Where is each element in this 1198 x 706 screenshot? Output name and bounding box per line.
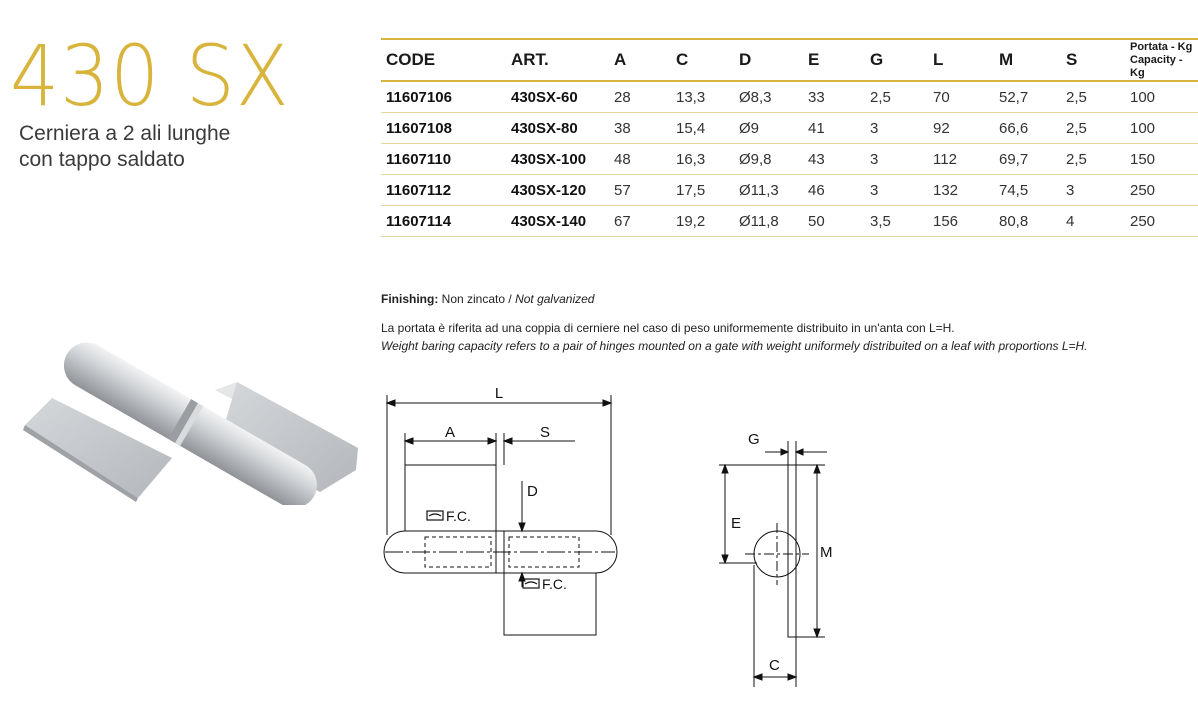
table-cell: 17,5 bbox=[671, 175, 734, 206]
header-d: D bbox=[734, 39, 803, 81]
header-g: G bbox=[865, 39, 928, 81]
cell-art: 430SX-140 bbox=[506, 206, 609, 237]
front-drawing bbox=[375, 385, 625, 645]
table-cell: 48 bbox=[609, 144, 671, 175]
table-cell: 50 bbox=[803, 206, 865, 237]
table-row bbox=[381, 81, 1198, 113]
table-cell: 150 bbox=[1125, 144, 1198, 175]
table-cell: 13,3 bbox=[671, 81, 734, 113]
table-row bbox=[381, 175, 1198, 206]
table-cell: 112 bbox=[928, 144, 994, 175]
header-art: ART. bbox=[506, 39, 609, 81]
note-english: Weight baring capacity refers to a pair of hinges mounted on a gate with weight uniformely distribuited on a leaf with proportions L=H. bbox=[381, 339, 1088, 353]
note-italian: La portata è riferita ad una coppia di cerniere nel caso di peso uniformemente distribuito in un'anta con L=H. bbox=[381, 321, 955, 335]
table-cell: 132 bbox=[928, 175, 994, 206]
finishing-line bbox=[381, 292, 594, 306]
label-g: G bbox=[748, 431, 760, 448]
table-row bbox=[381, 144, 1198, 175]
table-cell: 92 bbox=[928, 113, 994, 144]
finishing-value-en: Not galvanized bbox=[515, 292, 595, 306]
cell-art: 430SX-100 bbox=[506, 144, 609, 175]
table-cell: 100 bbox=[1125, 113, 1198, 144]
table-cell: 250 bbox=[1125, 175, 1198, 206]
table-cell: 57 bbox=[609, 175, 671, 206]
table-cell: 3 bbox=[865, 113, 928, 144]
table-cell: 80,8 bbox=[994, 206, 1061, 237]
table-cell: 3 bbox=[865, 144, 928, 175]
finishing-separator: / bbox=[508, 292, 512, 306]
finishing-label: Finishing: bbox=[381, 292, 439, 306]
table-cell: 46 bbox=[803, 175, 865, 206]
cell-code: 11607108 bbox=[381, 113, 506, 144]
product-illustration bbox=[20, 330, 365, 505]
cell-art: 430SX-80 bbox=[506, 113, 609, 144]
table-cell: 250 bbox=[1125, 206, 1198, 237]
subtitle-line-2: con tappo saldato bbox=[19, 148, 185, 171]
product-subtitle bbox=[19, 121, 230, 173]
header-m: M bbox=[994, 39, 1061, 81]
table-cell: 100 bbox=[1125, 81, 1198, 113]
table-row bbox=[381, 206, 1198, 237]
header-c: C bbox=[671, 39, 734, 81]
cell-code: 11607110 bbox=[381, 144, 506, 175]
table-cell: Ø11,3 bbox=[734, 175, 803, 206]
table-cell: 43 bbox=[803, 144, 865, 175]
table-cell: 2,5 bbox=[1061, 144, 1125, 175]
table-cell: 2,5 bbox=[1061, 81, 1125, 113]
table-cell: 156 bbox=[928, 206, 994, 237]
table-cell: 33 bbox=[803, 81, 865, 113]
table-cell: 3,5 bbox=[865, 206, 928, 237]
cell-art: 430SX-60 bbox=[506, 81, 609, 113]
table-cell: 3 bbox=[1061, 175, 1125, 206]
finishing-value-it: Non zincato bbox=[441, 292, 506, 306]
table-cell: Ø8,3 bbox=[734, 81, 803, 113]
table-cell: 16,3 bbox=[671, 144, 734, 175]
table-cell: 41 bbox=[803, 113, 865, 144]
header-capacity-it: Portata - Kg bbox=[1130, 40, 1193, 53]
table-cell: 4 bbox=[1061, 206, 1125, 237]
header-capacity bbox=[1125, 39, 1198, 81]
table-cell: 66,6 bbox=[994, 113, 1061, 144]
table-cell: Ø11,8 bbox=[734, 206, 803, 237]
table-row bbox=[381, 113, 1198, 144]
header-s: S bbox=[1061, 39, 1125, 81]
table-cell: Ø9,8 bbox=[734, 144, 803, 175]
label-e: E bbox=[731, 515, 742, 532]
table-cell: 70 bbox=[928, 81, 994, 113]
side-drawing bbox=[705, 425, 845, 690]
table-cell: 3 bbox=[865, 175, 928, 206]
label-a: A bbox=[444, 424, 456, 441]
cell-art: 430SX-120 bbox=[506, 175, 609, 206]
label-m: M bbox=[820, 544, 833, 561]
table-cell: 74,5 bbox=[994, 175, 1061, 206]
header-a: A bbox=[609, 39, 671, 81]
product-title: 430 SX bbox=[10, 27, 290, 125]
label-l: L bbox=[494, 385, 504, 402]
cell-code: 11607112 bbox=[381, 175, 506, 206]
table-cell: 69,7 bbox=[994, 144, 1061, 175]
table-cell: 28 bbox=[609, 81, 671, 113]
header-code: CODE bbox=[381, 39, 506, 81]
header-e: E bbox=[803, 39, 865, 81]
spec-table bbox=[381, 38, 1198, 237]
table-cell: 67 bbox=[609, 206, 671, 237]
cell-code: 11607106 bbox=[381, 81, 506, 113]
label-fc-bottom: F.C. bbox=[542, 576, 567, 592]
table-cell: 38 bbox=[609, 113, 671, 144]
label-d: D bbox=[527, 483, 538, 500]
subtitle-line-1: Cerniera a 2 ali lunghe bbox=[19, 122, 231, 145]
cell-code: 11607114 bbox=[381, 206, 506, 237]
table-cell: 19,2 bbox=[671, 206, 734, 237]
header-l: L bbox=[928, 39, 994, 81]
capacity-note bbox=[381, 319, 1088, 355]
table-header-row bbox=[381, 39, 1198, 81]
label-fc-top: F.C. bbox=[446, 508, 471, 524]
table-cell: 15,4 bbox=[671, 113, 734, 144]
label-c: C bbox=[769, 657, 780, 674]
label-s: S bbox=[539, 424, 551, 441]
header-capacity-en: Capacity - Kg bbox=[1130, 53, 1183, 79]
table-cell: 52,7 bbox=[994, 81, 1061, 113]
table-cell: 2,5 bbox=[1061, 113, 1125, 144]
table-cell: 2,5 bbox=[865, 81, 928, 113]
table-cell: Ø9 bbox=[734, 113, 803, 144]
